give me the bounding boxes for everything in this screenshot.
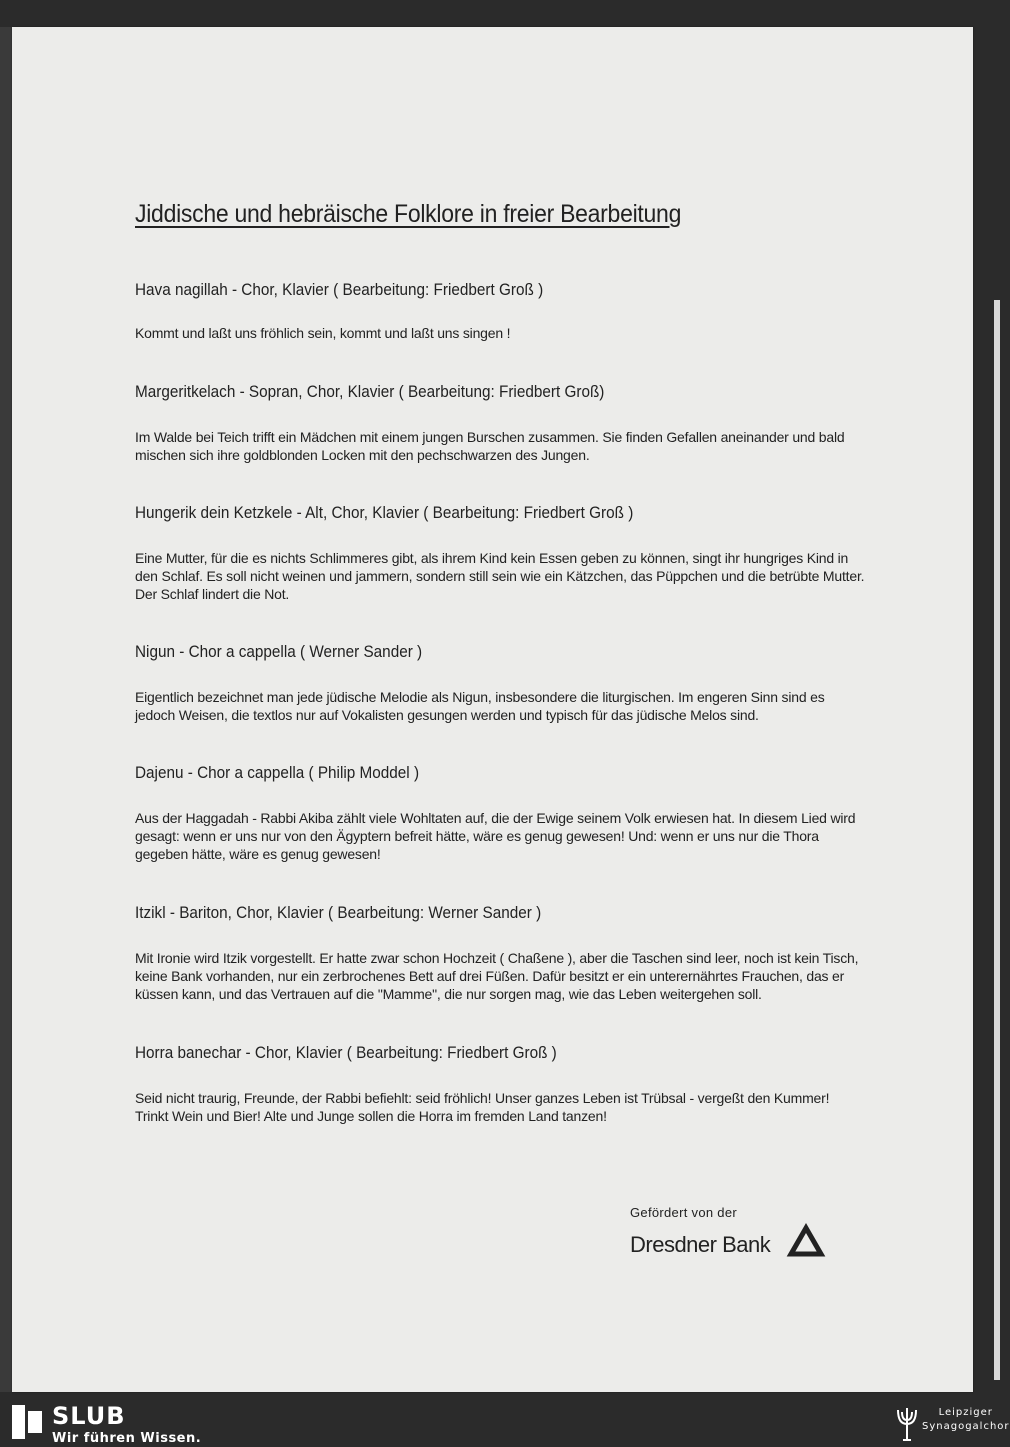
entry-title: Nigun - Chor a cappella ( Werner Sander ) bbox=[135, 642, 423, 661]
program-entry bbox=[135, 280, 865, 342]
dresdner-bank-logo-icon bbox=[789, 1226, 823, 1263]
entry-title: Dajenu - Chor a cappella ( Philip Moddel ) bbox=[135, 763, 420, 782]
sponsor-block bbox=[630, 1205, 850, 1263]
entry-description: Eigentlich bezeichnet man jede jüdische Melodie als Nigun, insbesondere die liturgischen. Im engeren Sinn sind es jedoch Weisen, die textlos nur auf Vokalisten gesungen werden und typisch für das jüdische Melos sind. bbox=[135, 689, 825, 723]
entry-description: Mit Ironie wird Itzik vorgestellt. Er hatte zwar schon Hochzeit ( Chaßene ), aber die Taschen sind leer, noch ist kein Tisch, keine Bank vorhanden, nur ein zerbrochenes Bett auf drei Füßen. Dafür besitzt er ein unterernährtes Frauchen, das er küssen kann, und das Vertrauen auf die "Mamme", die nur sorgen mag, wie das Leben weitergehen soll. bbox=[135, 950, 859, 1002]
entry-title: Itzikl - Bariton, Chor, Klavier ( Bearbeitung: Werner Sander ) bbox=[135, 903, 542, 922]
slub-logo-icon bbox=[12, 1405, 42, 1444]
program-entry bbox=[135, 642, 865, 724]
program-entry bbox=[135, 903, 865, 1003]
program-entry bbox=[135, 1043, 865, 1125]
entry-description: Aus der Haggadah - Rabbi Akiba zählt viele Wohltaten auf, die der Ewige seinem Volk erwiesen hat. In diesem Lied wird gesagt: wenn er uns nur von den Ägyptern befreit hätte, wäre es genug gewesen! Und: wenn er uns nur die Thora gegeben hätte, wäre es genug gewesen! bbox=[135, 810, 856, 862]
entry-description: Seid nicht traurig, Freunde, der Rabbi befiehlt: seid fröhlich! Unser ganzes Leben ist Trübsal - vergeßt den Kummer! Trinkt Wein und Bier! Alte und Junge sollen die Horra im fremden Land tanzen! bbox=[135, 1090, 830, 1124]
choir-name bbox=[922, 1406, 1010, 1434]
entry-description: Eine Mutter, für die es nichts Schlimmeres gibt, als ihrem Kind kein Essen geben zu können, singt ihr hungriges Kind in den Schlaf. Es soll nicht weinen und jammern, sondern still sein wie ein Kätzchen, das Püppchen und die betrübte Mutter. Der Schlaf lindert die Not. bbox=[135, 550, 865, 602]
choir-name-line2: Synagogalchor bbox=[922, 1421, 1010, 1432]
footer-bar bbox=[0, 1398, 1010, 1447]
library-tagline: Wir führen Wissen. bbox=[52, 1431, 202, 1446]
choir-name-line1: Leipziger bbox=[938, 1407, 993, 1418]
entry-description: Im Walde bei Teich trifft ein Mädchen mit einem jungen Burschen zusammen. Sie finden Gefallen aneinander und bald mischen sich ihre goldblonden Locken mit den pechschwarzen des Jungen. bbox=[135, 429, 845, 463]
library-name: SLUB bbox=[52, 1402, 126, 1430]
page-title: Jiddische und hebräische Folklore in freier Bearbeitung bbox=[135, 200, 682, 228]
entry-description: Kommt und laßt uns fröhlich sein, kommt und laßt uns singen ! bbox=[135, 325, 511, 341]
program-entry bbox=[135, 503, 865, 603]
entry-title: Margeritkelach - Sopran, Chor, Klavier ( Bearbeitung: Friedbert Groß) bbox=[135, 382, 605, 401]
sponsor-name: Dresdner Bank bbox=[630, 1231, 771, 1257]
entry-title: Hungerik dein Ketzkele - Alt, Chor, Klavier ( Bearbeitung: Friedbert Groß ) bbox=[135, 503, 634, 522]
scan-left-edge bbox=[0, 27, 12, 1392]
program-entry bbox=[135, 382, 865, 464]
entry-title: Hava nagillah - Chor, Klavier ( Bearbeitung: Friedbert Groß ) bbox=[135, 280, 544, 299]
document-content bbox=[135, 200, 865, 1124]
entry-title: Horra banechar - Chor, Klavier ( Bearbeitung: Friedbert Groß ) bbox=[135, 1043, 557, 1062]
menorah-icon bbox=[895, 1402, 919, 1447]
program-entry bbox=[135, 763, 865, 863]
sponsor-label: Gefördert von der bbox=[630, 1205, 737, 1220]
scan-right-edge bbox=[994, 300, 1000, 1380]
